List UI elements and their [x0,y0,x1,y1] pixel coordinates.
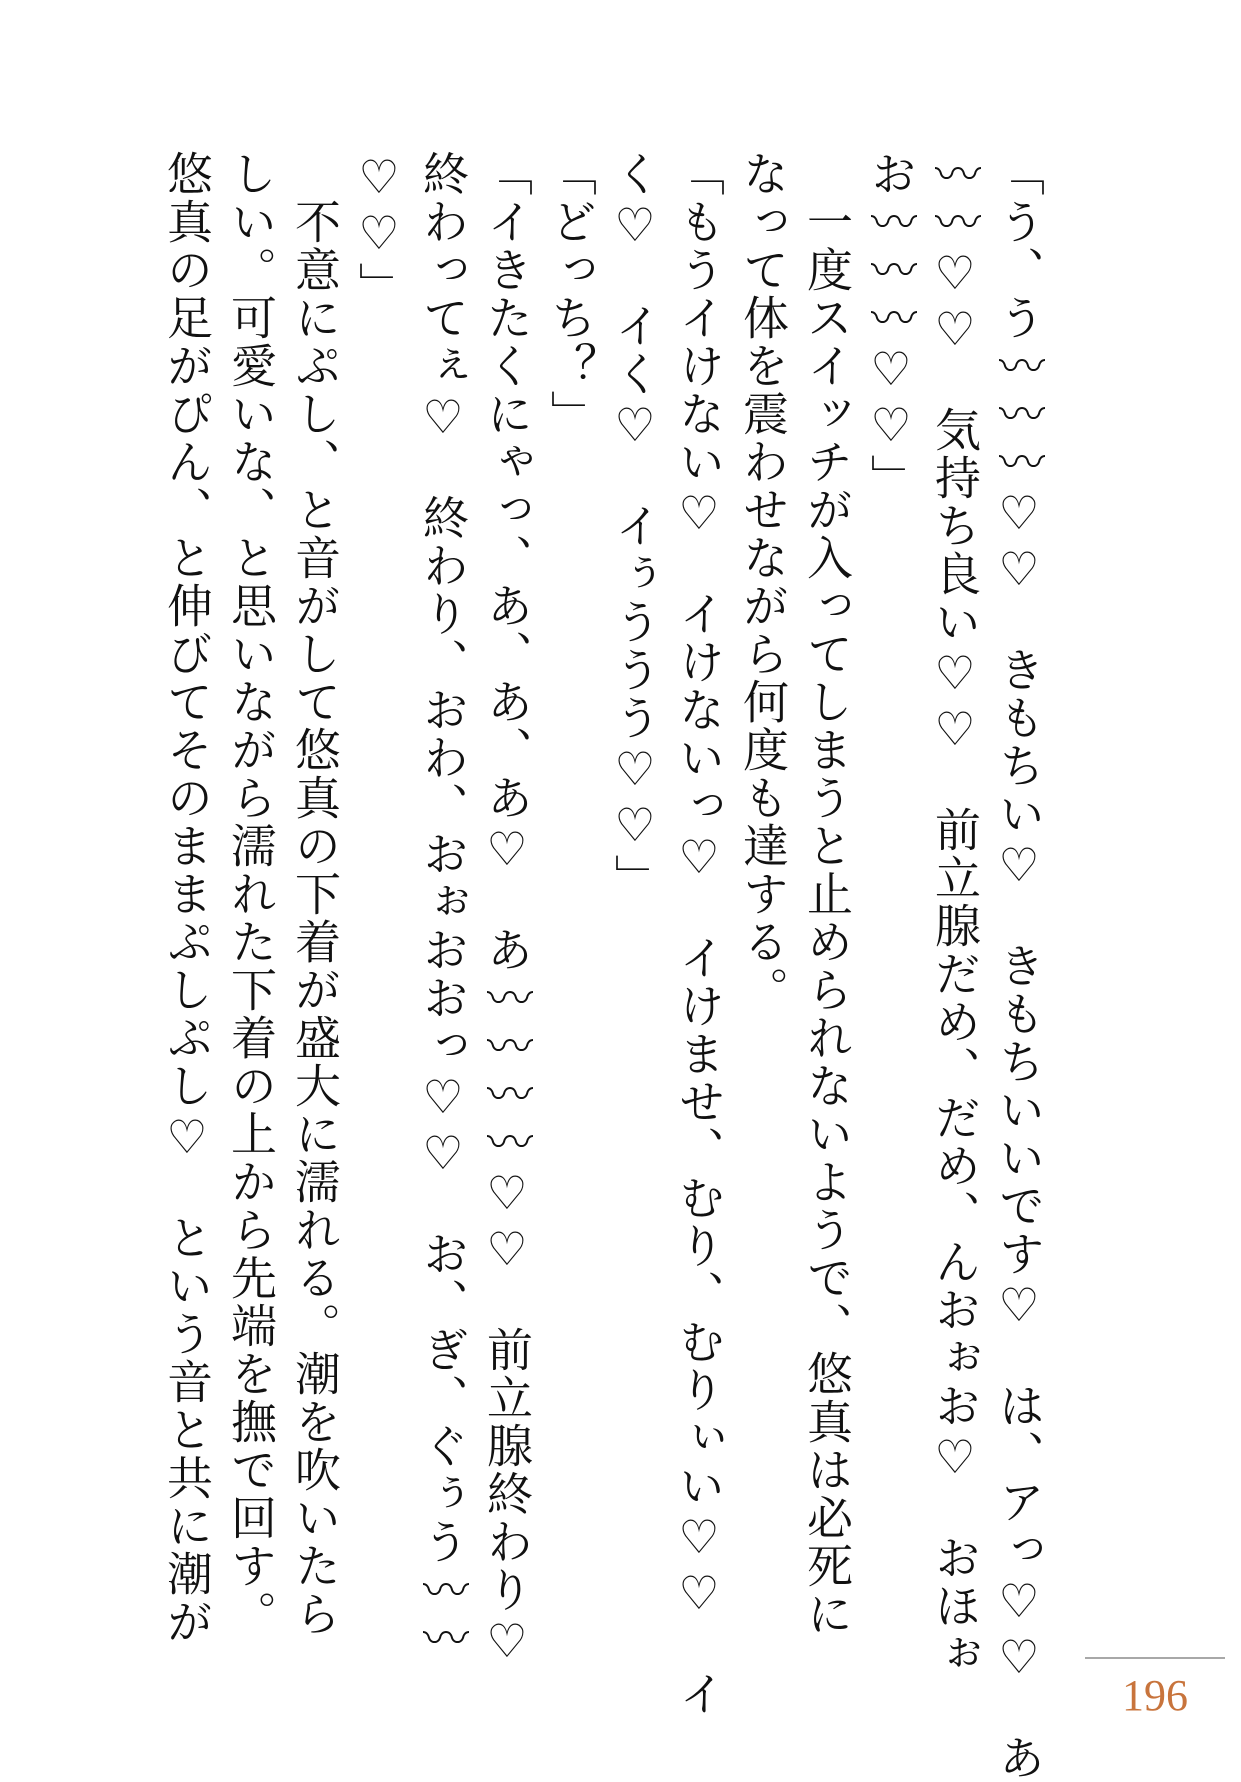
text-line-9: 「イきたくにゃっ、あ、あ、あ♡ あ〰〰〰〰♡♡ 前立腺終わり♡ [480,150,534,1670]
text-line-10: 終わってぇ♡ 終わり、おわ、おぉおおっ♡♡ お、ぎ、ぐぅう〰〰 [416,150,470,1662]
text-line-2: 〰〰♡♡ 気持ち良い♡♡ 前立腺だめ、だめ、んおぉお♡ おほぉ [928,150,982,1678]
text-line-5: なって体を震わせながら何度も達する。 [736,150,790,1014]
text-line-4: 一度スイッチが入ってしまうと止められないようで、悠真は必死に [800,150,854,1638]
footer-rule [1085,1657,1225,1659]
text-line-12: 不意にぷし、と音がして悠真の下着が盛大に濡れる。潮を吹いたら [288,150,342,1638]
text-line-11: ♡♡」 [352,150,406,310]
text-line-3: お〰〰〰♡♡」 [864,150,918,502]
page-number: 196 [1122,1671,1188,1720]
text-line-8: 「どっち？」 [544,150,598,438]
text-line-13: しい。可愛いな、と思いながら濡れた下着の上から先端を撫で回す。 [224,150,278,1638]
text-line-1: 「う、う〰〰〰♡♡ きもちい♡ きもちいいです♡ は、アっ♡♡ あ [992,150,1046,1782]
text-line-6: 「もうイけない♡ イけないっ♡ イけませ、むり、むりぃい♡♡ イ [672,150,726,1718]
text-line-7: く♡ イく♡ イぅううう♡♡」 [608,150,662,902]
text-line-14: 悠真の足がぴん、と伸びてそのままぷしぷし♡ という音と共に潮が [160,150,214,1646]
body-text [155,150,1051,1782]
